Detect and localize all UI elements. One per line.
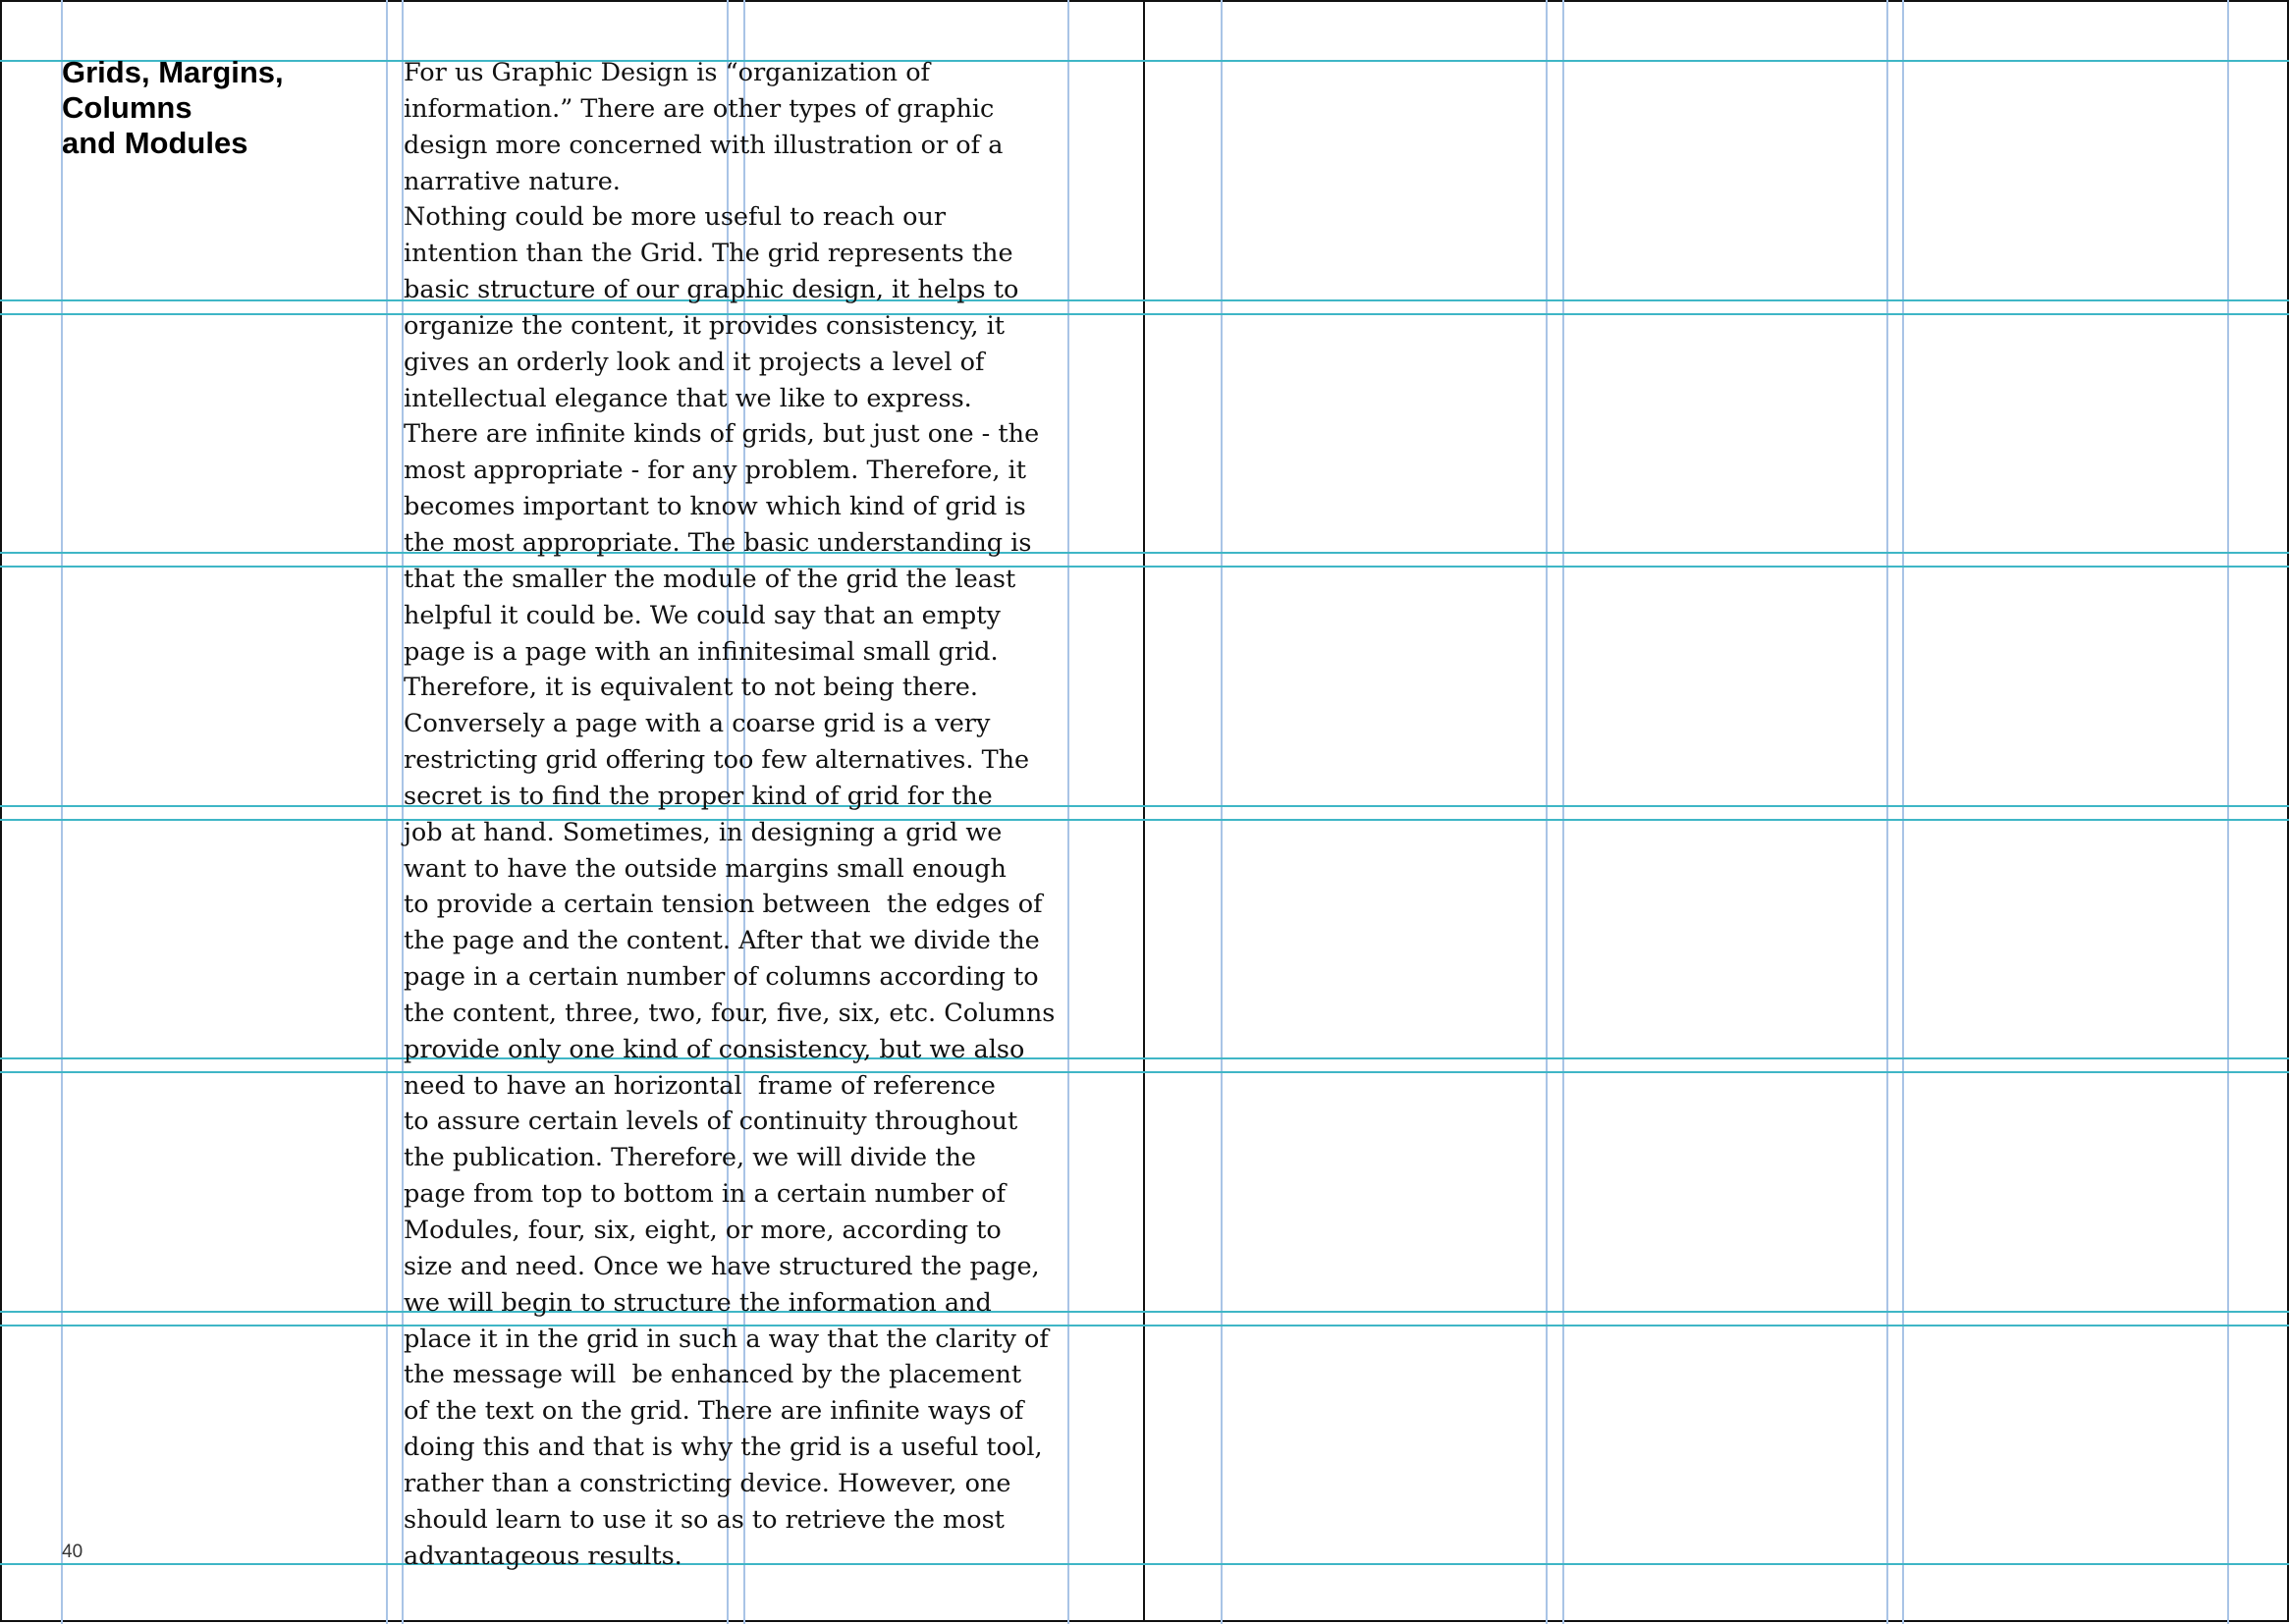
text-line: page in a certain number of columns according to — [404, 962, 1039, 993]
text-line: Conversely a page with a coarse grid is a very — [404, 709, 991, 739]
text-line: There are infinite kinds of grids, but just one - the — [404, 419, 1040, 450]
text-line: job at hand. Sometimes, in designing a grid we — [404, 817, 1003, 847]
column-guide — [1562, 0, 1564, 1624]
text-line: the page and the content. After that we divide the — [404, 926, 1040, 956]
row-guide — [0, 1325, 2289, 1326]
text-line: provide only one kind of consistency, but we also — [404, 1034, 1025, 1064]
text-line: the content, three, two, four, five, six, etc. Columns — [404, 998, 1056, 1028]
text-line: page from top to bottom in a certain number of — [404, 1179, 1007, 1210]
page-number: 40 — [62, 1542, 83, 1562]
text-line: the message will be enhanced by the placement — [404, 1360, 1022, 1390]
text-line: the most appropriate. The basic understanding is — [404, 527, 1032, 558]
text-line: Therefore, it is equivalent to not being there. — [404, 673, 978, 703]
page-heading — [62, 55, 386, 161]
row-guide — [0, 552, 2289, 554]
text-line: of the text on the grid. There are infinite ways of — [404, 1396, 1024, 1427]
row-guide — [0, 1057, 2289, 1059]
column-guide — [61, 0, 63, 1624]
heading-line: Columns — [62, 90, 192, 125]
row-guide — [0, 1563, 2289, 1565]
text-line: helpful it could be. We could say that an empty — [404, 600, 1001, 630]
text-line: want to have the outside margins small enough — [404, 853, 1007, 884]
text-line: information.” There are other types of graphic — [404, 93, 995, 124]
text-line: page is a page with an infinitesimal small grid. — [404, 636, 999, 667]
column-guide — [386, 0, 388, 1624]
text-line: Nothing could be more useful to reach our — [404, 202, 947, 233]
text-line: to assure certain levels of continuity throughout — [404, 1107, 1018, 1137]
heading-line: and Modules — [62, 126, 248, 160]
text-line: need to have an horizontal frame of reference — [404, 1070, 996, 1101]
text-line: doing this and that is why the grid is a useful tool, — [404, 1433, 1043, 1463]
heading-line: Grids, Margins, — [62, 55, 284, 89]
text-line: size and need. Once we have structured the page, — [404, 1251, 1040, 1281]
row-guide — [0, 1071, 2289, 1073]
text-line: rather than a constricting device. However, one — [404, 1468, 1011, 1498]
text-line: we will begin to structure the information and — [404, 1287, 992, 1318]
text-line: should learn to use it so as to retrieve the most — [404, 1504, 1005, 1535]
text-line: narrative nature. — [404, 166, 621, 196]
text-line: that the smaller the module of the grid the least — [404, 564, 1016, 594]
text-line: intention than the Grid. The grid represents the — [404, 239, 1013, 269]
text-line: intellectual elegance that we like to express. — [404, 383, 972, 413]
column-guide — [1886, 0, 1888, 1624]
text-line: most appropriate - for any problem. Therefore, it — [404, 456, 1026, 486]
row-guide — [0, 299, 2289, 301]
right-page — [1143, 0, 2289, 1622]
text-line: becomes important to know which kind of grid is — [404, 492, 1026, 522]
row-guide — [0, 566, 2289, 568]
text-line: advantageous results. — [404, 1541, 682, 1571]
column-guide — [1902, 0, 1904, 1624]
text-line: gives an orderly look and it projects a level of — [404, 347, 985, 377]
text-line: basic structure of our graphic design, it helps to — [404, 275, 1019, 305]
row-guide — [0, 1311, 2289, 1313]
text-line: restricting grid offering too few alternatives. The — [404, 745, 1030, 776]
row-guide — [0, 805, 2289, 807]
column-guide — [1221, 0, 1223, 1624]
text-line: to provide a certain tension between the edges of — [404, 890, 1043, 920]
text-line: the publication. Therefore, we will divide the — [404, 1143, 976, 1173]
body-text — [404, 55, 1081, 1574]
text-line: organize the content, it provides consistency, it — [404, 310, 1006, 341]
text-line: For us Graphic Design is “organization of — [404, 58, 930, 87]
text-line: place it in the grid in such a way that the clarity of — [404, 1324, 1049, 1354]
row-guide — [0, 313, 2289, 315]
text-line: secret is to find the proper kind of grid for the — [404, 781, 993, 811]
text-line: Modules, four, six, eight, or more, according to — [404, 1216, 1002, 1245]
column-guide — [2227, 0, 2229, 1624]
text-line: design more concerned with illustration or of a — [404, 130, 1004, 160]
row-guide — [0, 819, 2289, 821]
column-guide — [1546, 0, 1548, 1624]
